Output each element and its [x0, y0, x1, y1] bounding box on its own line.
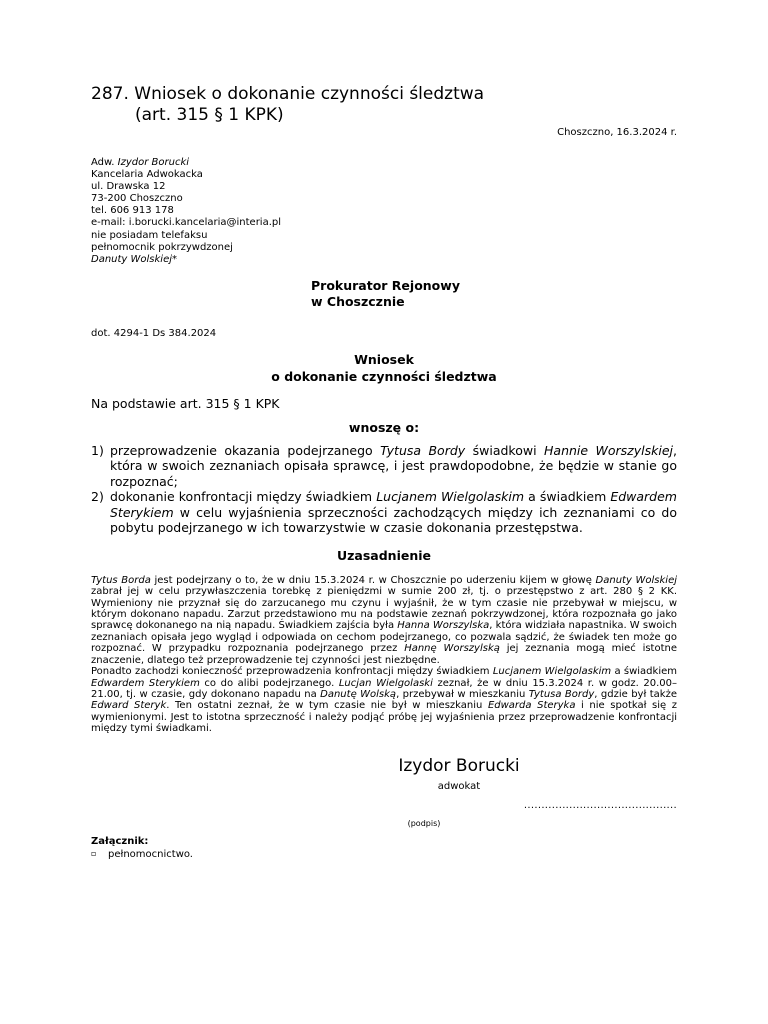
justification-paragraph-1: Tytus Borda jest podejrzany o to, że w dniu 15.3.2024 r. w Choszcznie po uderzeniu kijem w głowę Danuty Wolskiej zabrał jej w celu przywłaszczenia torebkę z pieniędzmi w sumie 200 zł, tj. o przestępstwo z art. 280 § 2 KK. Wymieniony nie przyznał się do zarzucanego mu czynu i wyjaśnił, że w tym czasie nie przebywał w miejscu, w którym dokonano napadu. Zarzut przedstawiono mu na podstawie zeznań pokrzywdzonej, która rozpoznała go jako sprawcę dokonanego na nią napadu. Świadkiem zajścia była Hanna Worszylska, która widziała napastnika. W swoich zeznaniach opisała jego wygląd i odpowiada on cechom podejrzanego, co pozwala sądzić, że świadek ten może go rozpoznać. W przypadku rozpoznania podejrzanego przez Hannę Worszylską jej zeznania mogą mieć istotne znaczenie, dlatego też przeprowadzenie tej czynności jest niezbędne. [91, 574, 678, 666]
legal-basis: Na podstawie art. 315 § 1 KPK [91, 395, 280, 411]
document-heading [91, 351, 677, 385]
addressee-block [311, 278, 677, 310]
sender-fax: nie posiadam telefaksu [91, 229, 208, 241]
place-date: Choszczno, 16.3.2024 r. [557, 127, 677, 138]
document-page [91, 84, 677, 860]
sender-office: Kancelaria Adwokacka [91, 169, 203, 181]
document-title [91, 84, 677, 126]
sender-client: Danuty Wolskiej [91, 253, 173, 265]
request-label: wnoszę o: [348, 419, 420, 435]
sender-name-line: Adw. Izydor Borucki [91, 157, 190, 168]
case-reference: dot. 4294-1 Ds 384.2024 [91, 327, 217, 339]
justification-paragraph-2: Ponadto zachodzi konieczność przeprowadzenia konfrontacji między świadkiem Lucjanem Wielgolaskim a świadkiem Edwardem Sterykiem co do alibi podejrzanego. Lucjan Wielgolaski zeznał, że w dniu 15.3.2024 r. w godz. 20.00–21.00, tj. w czasie, gdy dokonano napadu na Danutę Wolską, przebywał w mieszkaniu Tytusa Bordy, gdzie był także Edward Steryk. Ten ostatni zeznał, że w tym czasie nie był w mieszkaniu Edwarda Steryka i nie spotkał się z wymienionymi. Jest to istotna sprzeczność i należy podjąć próbę jej wyjaśnienia przez przeprowadzenie konfrontacji między tymi świadkami. [91, 666, 677, 735]
request-point [91, 443, 677, 490]
signature-caption: (podpis) [407, 818, 441, 828]
point-number: 1) [91, 442, 104, 458]
title-line-1: 287. Wniosek o dokonanie czynności śledztwa [91, 84, 485, 104]
addressee-line-2: w Choszcznie [311, 293, 405, 309]
sender-city: 73-200 Choszczno [91, 193, 183, 205]
sender-street: ul. Drawska 12 [91, 181, 166, 193]
sender-block [91, 157, 677, 266]
sender-email: e-mail: i.borucki.kancelaria@interia.pl [91, 217, 282, 229]
attachment-label: pełnomocnictwo. [108, 848, 193, 860]
point-text: przeprowadzenie okazania podejrzanego Tytusa Bordy świadkowi Hannie Worszylskiej, która w swoich zeznaniach opisała sprawcę, i jest prawdopodobne, że będzie w stanie go rozpoznać; [110, 442, 677, 489]
sender-role: pełnomocnik pokrzywdzonej [91, 241, 233, 253]
sender-phone: tel. 606 913 178 [91, 205, 174, 217]
footnote-mark: * [172, 253, 178, 265]
request-points [91, 443, 677, 536]
sender-client-line [91, 254, 677, 266]
attachment-item [91, 849, 677, 860]
bullet-icon: ▫ [91, 848, 97, 858]
point-text: dokonanie konfrontacji między świadkiem Lucjanem Wielgolaskim a świadkiem Edwardem Sterykiem w celu wyjaśnienia sprzeczności zachodzących między ich zeznaniami co do pobytu podejrzanego w ich towarzystwie w czasie dokonania przestępstwa. [110, 489, 677, 536]
attachments-heading: Załącznik: [91, 835, 149, 847]
request-point [91, 489, 677, 536]
signature-name: Izydor Borucki [398, 755, 520, 776]
title-line-2: (art. 315 § 1 KPK) [135, 105, 284, 125]
heading-line-2: o dokonanie czynności śledztwa [271, 368, 497, 384]
signature-line: ............................................ [523, 799, 677, 811]
justification-text [91, 575, 677, 735]
heading-line-1: Wniosek [354, 351, 414, 367]
justification-heading: Uzasadnienie [336, 547, 431, 563]
addressee-line-1: Prokurator Rejonowy [311, 277, 460, 293]
point-number: 2) [91, 489, 104, 505]
sender-name: Izydor Borucki [117, 157, 190, 168]
signature-role: adwokat [437, 780, 481, 792]
